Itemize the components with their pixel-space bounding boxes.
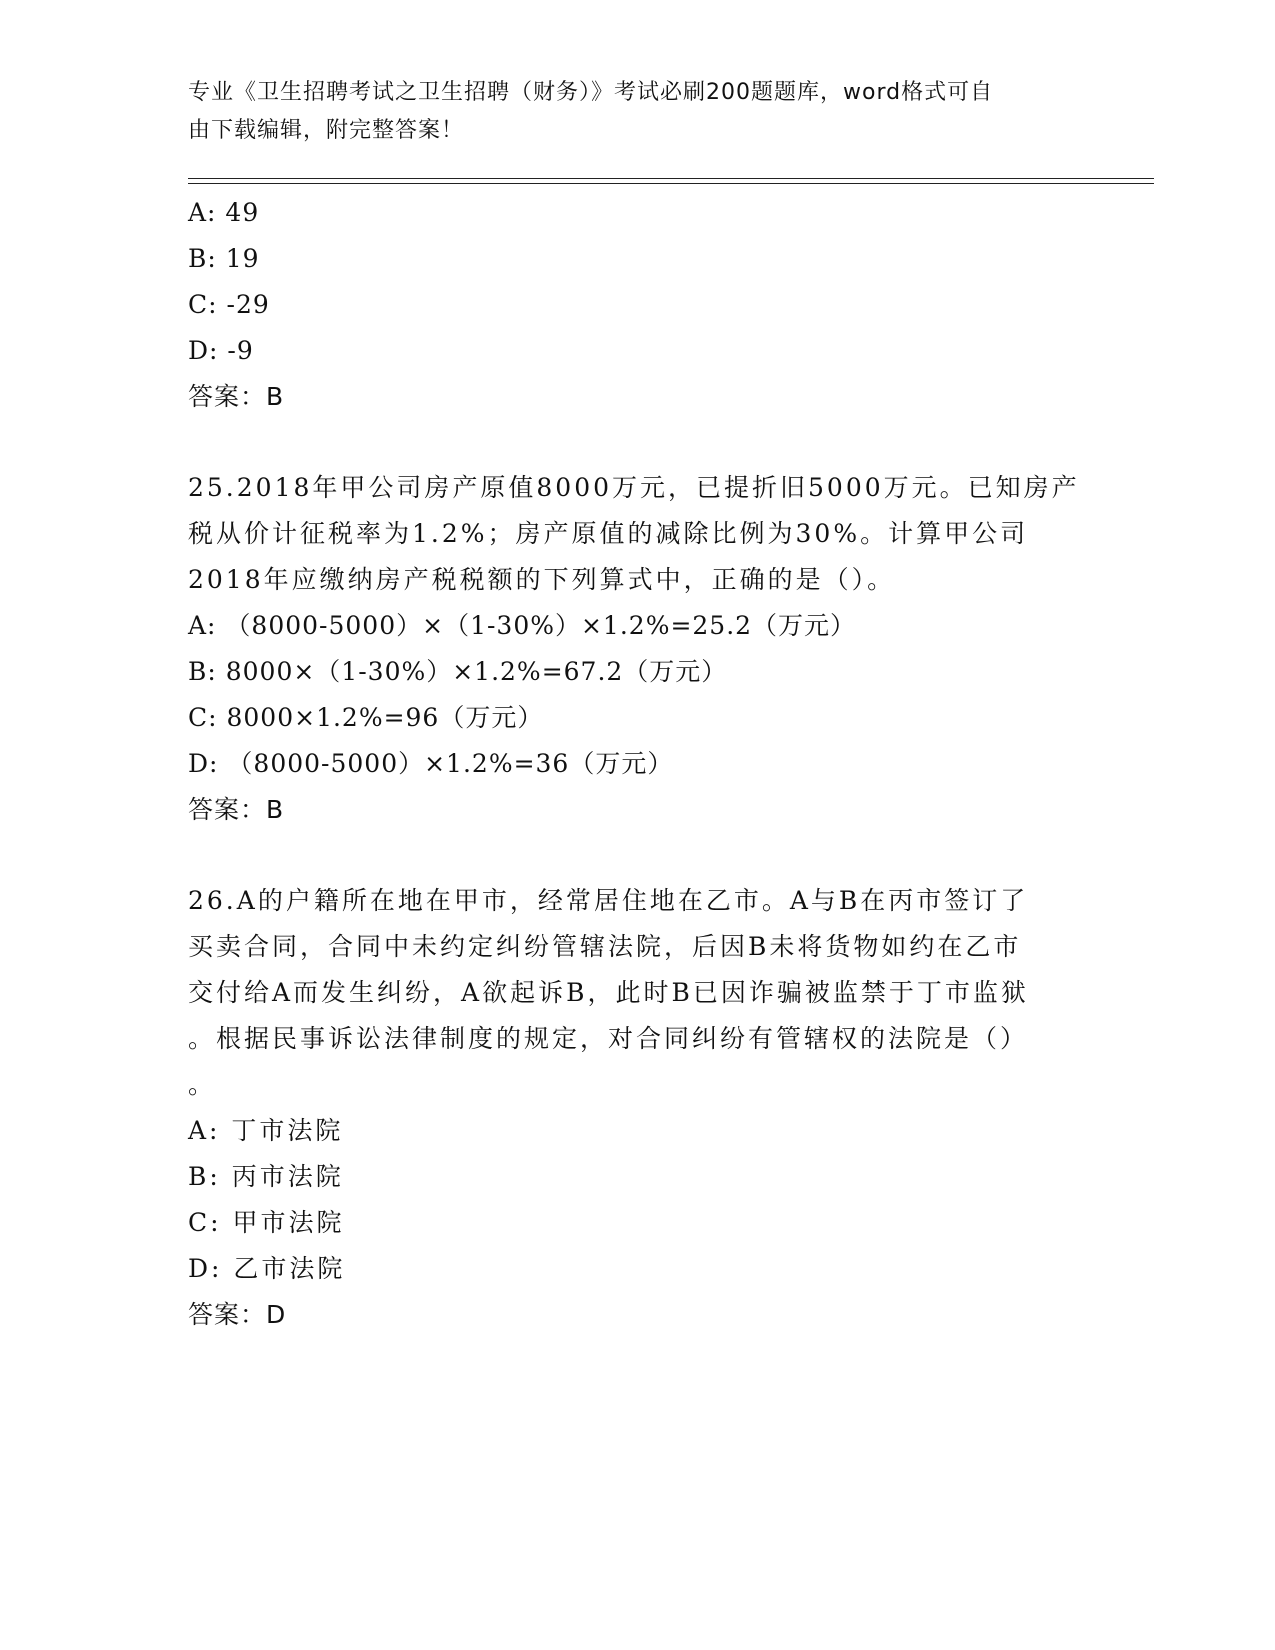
question-text-line: 。根据民事诉讼法律制度的规定，对合同纠纷有管辖权的法院是（） bbox=[188, 1024, 1029, 1053]
question-text-line: 25.2018年甲公司房产原值8000万元，已提折旧5000万元。已知房产 bbox=[188, 473, 1080, 502]
spacer bbox=[188, 420, 1088, 465]
question-text-line: 2018年应缴纳房产税税额的下列算式中，正确的是（）。 bbox=[188, 565, 896, 594]
option-d: D: （8000-5000）×1.2%=36（万元） bbox=[188, 749, 674, 778]
question-text-line: 。 bbox=[188, 1070, 217, 1099]
document-body bbox=[188, 190, 1088, 1338]
header-rule-top bbox=[188, 178, 1154, 179]
header-line-1: 专业《卫生招聘考试之卫生招聘（财务）》考试必刷200题题库，word格式可自 bbox=[188, 80, 994, 105]
question-26 bbox=[188, 878, 1088, 1338]
option-b: B: 8000×（1-30%）×1.2%=67.2（万元） bbox=[188, 657, 728, 686]
option-c: C: -29 bbox=[188, 290, 270, 319]
answer: 答案：D bbox=[188, 1300, 287, 1329]
spacer bbox=[188, 833, 1088, 878]
answer: 答案：B bbox=[188, 382, 285, 411]
option-a: A: （8000-5000）×（1-30%）×1.2%=25.2（万元） bbox=[188, 611, 857, 640]
option-b: B: 19 bbox=[188, 244, 260, 273]
option-d: D: -9 bbox=[188, 336, 254, 365]
question-text-line: 买卖合同，合同中未约定纠纷管辖法院，后因B未将货物如约在乙市 bbox=[188, 932, 1022, 961]
header-rule-bottom bbox=[188, 183, 1154, 184]
header-line-2: 由下载编辑，附完整答案！ bbox=[188, 118, 465, 143]
question-25 bbox=[188, 465, 1088, 833]
question-text-line: 税从价计征税率为1.2%；房产原值的减除比例为30%。计算甲公司 bbox=[188, 519, 1029, 548]
option-c: C: 甲市法院 bbox=[188, 1208, 345, 1237]
question-text-line: 交付给A而发生纠纷，A欲起诉B，此时B已因诈骗被监禁于丁市监狱 bbox=[188, 978, 1029, 1007]
option-b: B: 丙市法院 bbox=[188, 1162, 344, 1191]
question-text-line: 26.A的户籍所在地在甲市，经常居住地在乙市。A与B在丙市签订了 bbox=[188, 886, 1029, 915]
option-a: A: 丁市法院 bbox=[188, 1116, 344, 1145]
question-24 bbox=[188, 190, 1088, 420]
document-header bbox=[188, 74, 1068, 150]
option-d: D: 乙市法院 bbox=[188, 1254, 346, 1283]
option-a: A: 49 bbox=[188, 198, 260, 227]
answer: 答案：B bbox=[188, 795, 285, 824]
option-c: C: 8000×1.2%=96（万元） bbox=[188, 703, 544, 732]
